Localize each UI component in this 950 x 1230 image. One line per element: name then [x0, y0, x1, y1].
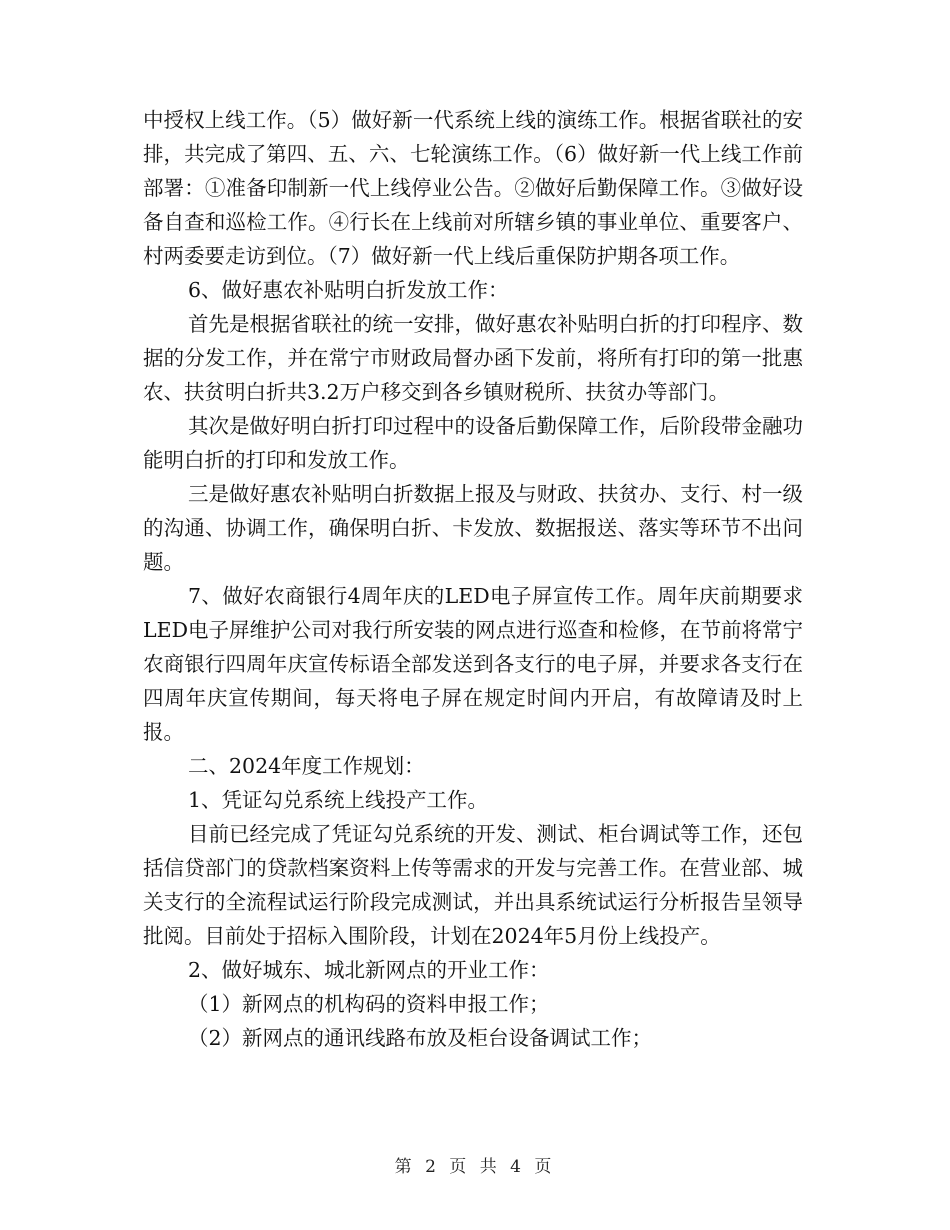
section-heading: 二、2024年度工作规划： — [188, 754, 425, 778]
sub-item: （1）新网点的机构码的资料申报工作； — [188, 992, 550, 1016]
paragraph: 其次是做好明白折打印过程中的设备后勤保障工作，后阶段带金融功能明白折的打印和发放工作。 — [143, 414, 803, 472]
paragraph: 首先是根据省联社的统一安排，做好惠农补贴明白折的打印程序、数据的分发工作，并在常宁市财政局督办函下发前，将所有打印的第一批惠农、扶贫明白折共3.2万户移交到各乡镇财税所、扶贫办等部门。 — [143, 312, 803, 404]
paragraph: 三是做好惠农补贴明白折数据上报及与财政、扶贫办、支行、村一级的沟通、协调工作，确保明白折、卡发放、数据报送、落实等环节不出问题。 — [143, 482, 803, 574]
page-number-footer: 第 2 页 共 4 页 — [394, 1157, 556, 1177]
paragraph-heading-6: 6、做好惠农补贴明白折发放工作： — [188, 278, 509, 302]
paragraph: 目前已经完成了凭证勾兑系统的开发、测试、柜台调试等工作，还包括信贷部门的贷款档案资料上传等需求的开发与完善工作。在营业部、城关支行的全流程试运行阶段完成测试，并出具系统试运行分析报告呈领导批阅。目前处于招标入围阶段，计划在2024年5月份上线投产。 — [143, 822, 803, 948]
paragraph-heading-2: 2、做好城东、城北新网点的开业工作： — [188, 958, 550, 982]
document-body — [143, 103, 803, 1055]
paragraph-continuation: 中授权上线工作。（5）做好新一代系统上线的演练工作。根据省联社的安排，共完成了第四、五、六、七轮演练工作。（6）做好新一代上线工作前部署：①准备印制新一代上线停业公告。②做好后勤保障工作。③做好设备自查和巡检工作。④行长在上线前对所辖乡镇的事业单位、重要客户、村两委要走访到位。（7）做好新一代上线后重保防护期各项工作。 — [143, 108, 803, 268]
paragraph-heading-1: 1、凭证勾兑系统上线投产工作。 — [188, 788, 489, 812]
sub-item: （2）新网点的通讯线路布放及柜台设备调试工作； — [188, 1026, 653, 1050]
paragraph-item-7: 7、做好农商银行4周年庆的LED电子屏宣传工作。周年庆前期要求LED电子屏维护公司对我行所安装的网点进行巡查和检修，在节前将常宁农商银行四周年庆宣传标语全部发送到各支行的电子屏，并要求各支行在四周年庆宣传期间，每天将电子屏在规定时间内开启，有故障请及时上报。 — [143, 584, 804, 744]
